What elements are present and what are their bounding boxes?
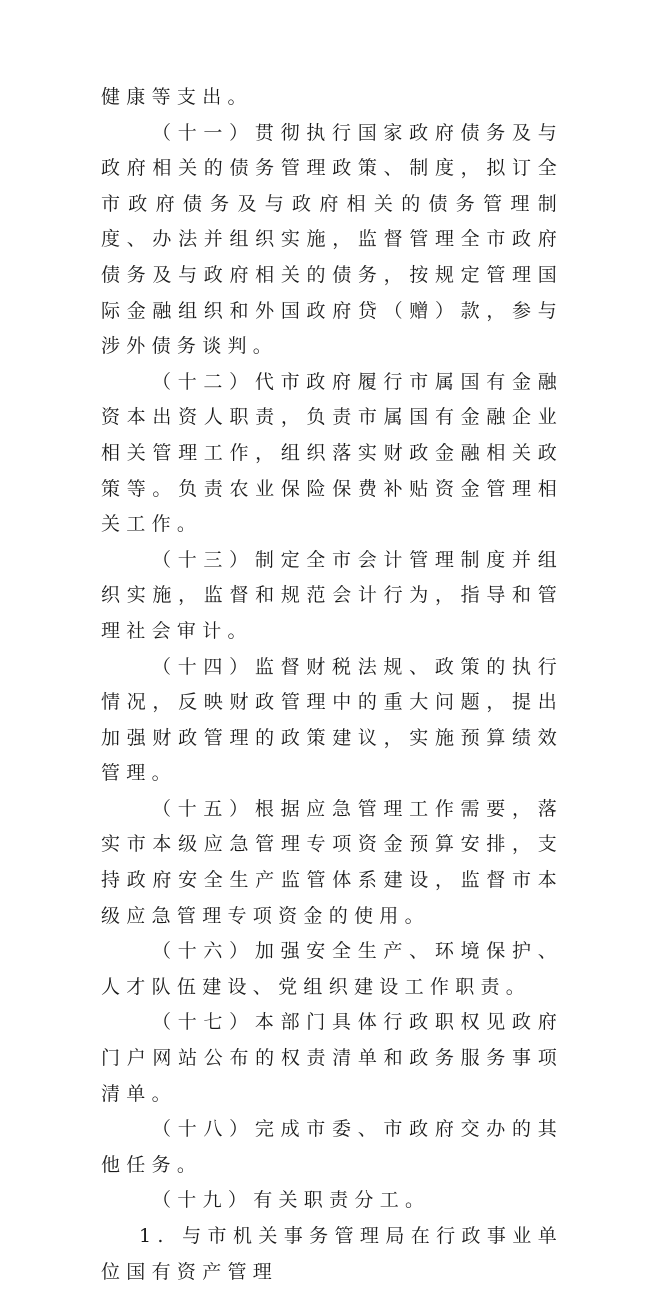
- paragraph-item-16: （十六）加强安全生产、环境保护、人才队伍建设、党组织建设工作职责。: [101, 940, 563, 998]
- paragraph-item-18: （十八）完成市委、市政府交办的其他任务。: [101, 1118, 563, 1176]
- paragraph-item-17: （十七）本部门具体行政职权见政府门户网站公布的权责清单和政务服务事项清单。: [101, 1011, 563, 1105]
- paragraph-item-15: （十五）根据应急管理工作需要，落实市本级应急管理专项资金预算安排，支持政府安全生产监管体系建设，监督市本级应急管理专项资金的使用。: [101, 797, 563, 927]
- paragraph-item-19: （十九）有关职责分工。: [152, 1189, 431, 1212]
- document-page: [101, 80, 563, 1290]
- paragraph-item-11: （十一）贯彻执行国家政府债务及与政府相关的债务管理政策、制度，拟订全市政府债务及与政府相关的债务管理制度、办法并组织实施，监督管理全市政府债务及与政府相关的债务，按规定管理国际金融组织和外国政府贷（赠）款，参与涉外债务谈判。: [101, 121, 563, 358]
- paragraph-item-13: （十三）制定全市会计管理制度并组织实施，监督和规范会计行为，指导和管理社会审计。: [101, 548, 563, 642]
- paragraph-continuation: 健康等支出。: [101, 86, 253, 108]
- paragraph-subitem-1: 1. 与市机关事务管理局在行政事业单位国有资产管理: [101, 1225, 563, 1283]
- paragraph-item-12: （十二）代市政府履行市属国有金融资本出资人职责，负责市属国有金融企业相关管理工作，组织落实财政金融相关政策等。负责农业保险保费补贴资金管理相关工作。: [101, 370, 563, 536]
- paragraph-item-14: （十四）监督财税法规、政策的执行情况，反映财政管理中的重大问题，提出加强财政管理的政策建议，实施预算绩效管理。: [101, 655, 563, 785]
